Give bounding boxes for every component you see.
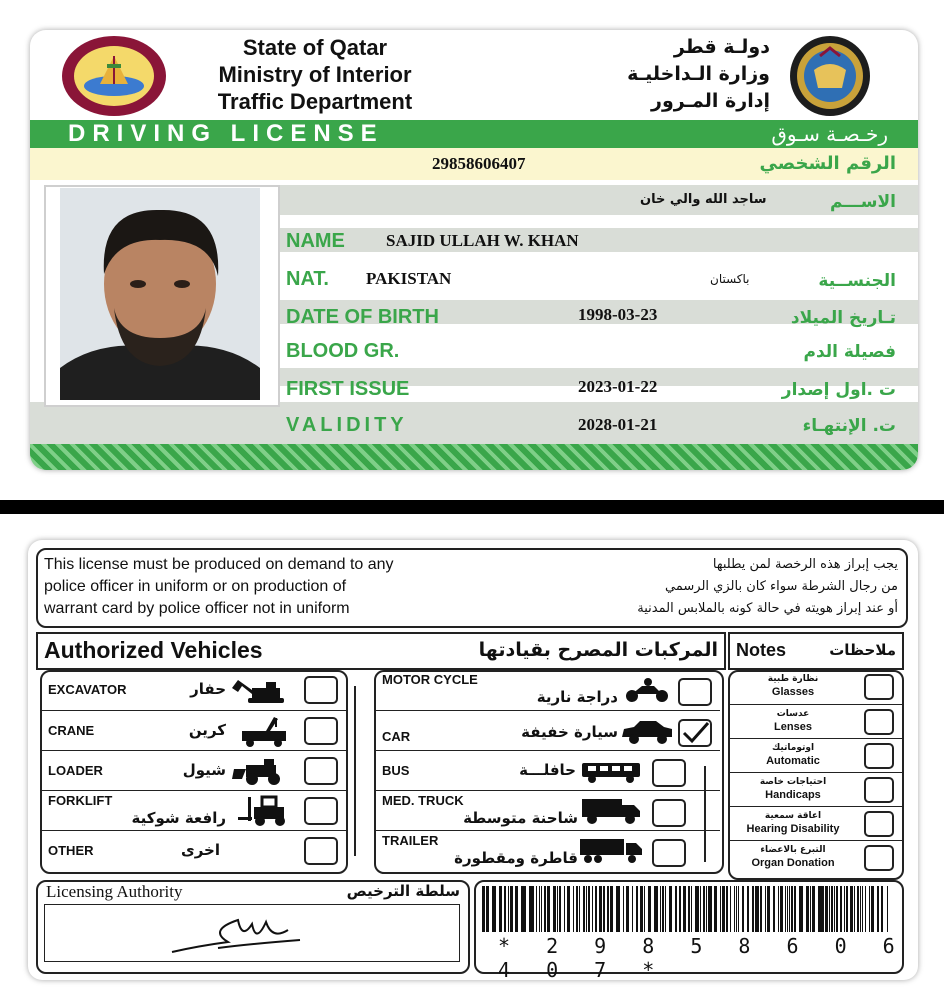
first-issue-value: 2023-01-22 <box>578 377 658 396</box>
barcode-bar <box>583 886 585 932</box>
barcode-bar <box>720 886 721 932</box>
barcode-bar <box>780 886 783 932</box>
validity-value: 2028-01-21 <box>578 415 658 434</box>
note-row-handicaps <box>728 772 904 807</box>
vehicle-label-en: MOTOR CYCLE <box>382 672 478 687</box>
barcode-bar <box>710 886 712 932</box>
row-stripe <box>278 185 918 215</box>
vehicle-label-ar: شاحنة متوسطة <box>463 809 578 827</box>
note-checkbox-glasses[interactable] <box>864 674 894 700</box>
barcode-bar <box>599 886 602 932</box>
vehicle-label-ar: شيول <box>182 761 226 779</box>
barcode-bar <box>860 886 861 932</box>
note-label-en: Hearing Disability <box>746 823 840 835</box>
vehicle-checkbox-car[interactable] <box>678 719 712 747</box>
barcode-bar <box>557 886 558 932</box>
barcode-bar <box>632 886 633 932</box>
vehicle-row-crane <box>40 710 348 751</box>
note-row-organ-donation <box>728 840 904 875</box>
barcode-bar <box>619 886 620 932</box>
barcode-number: * 2 9 8 5 8 6 0 6 4 0 7 * <box>498 934 907 982</box>
barcode-bar <box>697 886 699 932</box>
vehicle-checkbox-med-truck[interactable] <box>652 799 686 827</box>
barcode-bar <box>564 886 565 932</box>
bottom-pattern-band <box>30 444 918 470</box>
barcode-bar <box>521 886 522 932</box>
road-vehicle-list <box>374 670 720 870</box>
barcode-bar <box>616 886 619 932</box>
note-checkbox-handicaps[interactable] <box>864 777 894 803</box>
barcode-bar <box>559 886 561 932</box>
barcode-bar <box>531 886 534 932</box>
note-row-automatic <box>728 738 904 773</box>
barcode-bar <box>679 886 681 932</box>
header-state-en: State of Qatar <box>242 35 388 60</box>
note-checkbox-hearing[interactable] <box>864 811 894 837</box>
dob-label: DATE OF BIRTH <box>286 306 439 328</box>
license-back-card <box>28 540 918 980</box>
barcode-bar <box>504 886 506 932</box>
barcode-image <box>482 886 892 932</box>
barcode-bar <box>495 886 496 932</box>
barcode-bar <box>850 886 853 932</box>
header-department-en: Traffic Department <box>217 89 413 114</box>
barcode-bar <box>714 886 717 932</box>
barcode-bar <box>836 886 838 932</box>
barcode-bar <box>726 886 727 932</box>
barcode-bar <box>669 886 672 932</box>
vehicle-row-excavator <box>40 670 348 710</box>
barcode-bar <box>691 886 692 932</box>
barcode-bar <box>742 886 744 932</box>
barcode-bar <box>568 886 570 932</box>
barcode-bar <box>688 886 690 932</box>
barcode-bar <box>573 886 574 932</box>
barcode-bar <box>734 886 735 932</box>
heavy-bracket <box>704 766 706 862</box>
barcode-bar <box>865 886 866 932</box>
barcode-bar <box>683 886 686 932</box>
note-label-en: Lenses <box>774 721 812 733</box>
barcode-bar <box>820 886 821 932</box>
barcode-bar <box>857 886 859 932</box>
barcode-bar <box>773 886 775 932</box>
vehicle-label-ar: سيارة خفيفة <box>521 723 618 741</box>
vehicle-label-en: FORKLIFT <box>48 793 113 808</box>
vehicle-row-trailer <box>374 830 720 871</box>
barcode-bar <box>722 886 724 932</box>
licensing-authority-ar: سلطة الترخيص <box>346 882 460 900</box>
truck-icon <box>580 797 642 825</box>
barcode-bar <box>655 886 658 932</box>
vehicle-checkbox-forklift[interactable] <box>304 797 338 825</box>
left-vehicle-list <box>40 670 348 870</box>
barcode-bar <box>508 886 509 932</box>
barcode-bar <box>765 886 766 932</box>
barcode-bar <box>654 886 655 932</box>
vehicle-checkbox-other[interactable] <box>304 837 338 865</box>
barcode-bar <box>812 886 815 932</box>
vehicle-row-other <box>40 830 348 871</box>
note-checkbox-automatic[interactable] <box>864 743 894 769</box>
note-label-ar: احتياجات خاصة <box>759 777 827 787</box>
vehicle-label-ar: حافلـــة <box>519 761 576 779</box>
barcode-bar <box>831 886 833 932</box>
barcode-bar <box>604 886 605 932</box>
barcode-bar <box>736 886 737 932</box>
vehicle-label-en: CRANE <box>48 723 95 738</box>
barcode-bar <box>529 886 530 932</box>
first-issue-label: FIRST ISSUE <box>286 378 410 400</box>
barcode-bar <box>695 886 697 932</box>
barcode-bar <box>644 886 645 932</box>
barcode-bar <box>760 886 762 932</box>
validity-label-ar: ت. الإنتهـاء <box>802 416 896 436</box>
row-stripe <box>278 228 918 252</box>
authorized-vehicles-en: Authorized Vehicles <box>44 637 263 663</box>
barcode-bar <box>530 886 531 932</box>
barcode-bar <box>821 886 824 932</box>
note-label-en: Handicaps <box>765 789 821 801</box>
vehicle-label-en: BUS <box>382 763 410 778</box>
vehicle-label-en: LOADER <box>48 763 103 778</box>
barcode-bar <box>649 886 651 932</box>
vehicle-label-en: TRAILER <box>382 833 439 848</box>
barcode-bar <box>588 886 590 932</box>
barcode-bar <box>825 886 828 932</box>
barcode-bar <box>755 886 756 932</box>
barcode-bar <box>623 886 624 932</box>
notice-line-ar: أو عند إبراز هويته في حالة كونه بالملابس المدنية <box>637 601 898 616</box>
licensing-authority-en: Licensing Authority <box>46 882 183 901</box>
barcode-bar <box>767 886 770 932</box>
header-ministry-ar: وزارة الـداخليـة <box>627 63 770 85</box>
barcode-bar <box>789 886 790 932</box>
vehicle-row-bus <box>374 750 720 791</box>
vehicle-label-en: MED. TRUCK <box>382 793 464 808</box>
barcode-bar <box>787 886 788 932</box>
barcode-bar <box>738 886 739 932</box>
barcode-bar <box>648 886 649 932</box>
barcode-bar <box>810 886 811 932</box>
barcode-bar <box>662 886 664 932</box>
barcode-bar <box>871 886 874 932</box>
barcode-bar <box>727 886 728 932</box>
note-label-en: Automatic <box>766 755 820 767</box>
barcode-bar <box>510 886 513 932</box>
blood-group-label: BLOOD GR. <box>286 340 400 362</box>
barcode-bar <box>794 886 796 932</box>
validity-label: VALIDITY <box>286 414 408 436</box>
panel-bracket <box>354 686 356 856</box>
checkmark-icon <box>680 721 710 745</box>
barcode-bar <box>748 886 749 932</box>
note-row-lenses <box>728 704 904 739</box>
barcode-bar <box>486 886 487 932</box>
vehicle-row-med-truck <box>374 790 720 831</box>
barcode-bar <box>846 886 848 932</box>
barcode-bar <box>567 886 568 932</box>
barcode-bar <box>854 886 855 932</box>
barcode-bar <box>487 886 489 932</box>
notes-label-en: Notes <box>736 640 787 660</box>
barcode-bar <box>834 886 835 932</box>
barcode-bar <box>799 886 802 932</box>
note-label-ar: اعاقة سمعية <box>764 811 822 821</box>
notes-label-ar: ملاحظات <box>829 641 896 659</box>
barcode-bar <box>706 886 707 932</box>
vehicle-label-ar: رافعة شوكية <box>131 809 226 827</box>
vehicle-checkbox-bus[interactable] <box>652 759 686 787</box>
barcode-bar <box>592 886 593 932</box>
barcode-bar <box>791 886 793 932</box>
note-row-glasses <box>728 670 904 704</box>
barcode-bar <box>603 886 604 932</box>
notice-line-ar: يجب إبراز هذه الرخصة لمن يطلبها <box>712 557 898 572</box>
vehicle-checkbox-trailer[interactable] <box>652 839 686 867</box>
name-ar-value: ساجد الله والي خان <box>640 192 767 207</box>
note-checkbox-lenses[interactable] <box>864 709 894 735</box>
note-checkbox-organ-donation[interactable] <box>864 845 894 871</box>
gcc-emblem-logo <box>784 34 876 118</box>
barcode-bar <box>636 886 638 932</box>
barcode-bar <box>806 886 809 932</box>
name-value: SAJID ULLAH W. KHAN <box>386 231 579 250</box>
barcode-bar <box>862 886 863 932</box>
barcode-bar <box>595 886 597 932</box>
barcode-bar <box>660 886 661 932</box>
blood-group-label-ar: فصيلة الدم <box>803 342 896 362</box>
vehicle-label-ar: دراجة نارية <box>536 688 618 706</box>
note-row-hearing <box>728 806 904 841</box>
dob-label-ar: تـاريخ الميلاد <box>790 308 896 328</box>
vehicle-row-car <box>374 710 720 751</box>
holder-photo <box>60 188 260 400</box>
license-front-card <box>30 30 918 470</box>
barcode-bar <box>887 886 888 932</box>
personal-number-value: 29858606407 <box>432 154 526 173</box>
barcode-bar <box>499 886 502 932</box>
car-icon <box>620 719 674 745</box>
vehicle-checkbox-loader[interactable] <box>304 757 338 785</box>
nationality-label-ar: الجنســية <box>818 271 896 291</box>
note-label-en: Organ Donation <box>751 857 835 869</box>
bus-icon <box>580 761 642 783</box>
nationality-value-ar: باكستان <box>710 272 750 286</box>
barcode-bar <box>553 886 556 932</box>
barcode-bar <box>586 886 587 932</box>
barcode-bar <box>778 886 779 932</box>
barcode-bar <box>525 886 526 932</box>
barcode-bar <box>869 886 870 932</box>
barcode-bar <box>536 886 537 932</box>
barcode-bar <box>579 886 580 932</box>
notice-line-en: warrant card by police officer not in uniform <box>44 600 350 617</box>
signature-image <box>168 910 308 960</box>
nationality-value: PAKISTAN <box>366 269 452 288</box>
qatar-emblem-logo <box>60 34 168 118</box>
barcode-bar <box>626 886 629 932</box>
authorized-vehicles-ar: المركبات المصرح بقيادتها <box>478 639 718 661</box>
barcode-bar <box>675 886 677 932</box>
vehicle-row-motorcycle <box>374 670 720 710</box>
motorcycle-icon <box>624 678 670 704</box>
barcode-bar <box>547 886 550 932</box>
note-label-en: Glasses <box>771 686 815 698</box>
vehicle-label-ar: اخرى <box>180 841 220 859</box>
barcode-bar <box>730 886 731 932</box>
crane-icon <box>236 715 294 747</box>
notice-line-ar: من رجال الشرطة سواء كان بالزي الرسمي <box>665 579 898 594</box>
vehicle-label-ar: قاطرة ومقطورة <box>454 849 578 867</box>
vehicle-label-en: EXCAVATOR <box>48 682 127 697</box>
vehicle-checkbox-crane[interactable] <box>304 717 338 745</box>
barcode-bar <box>840 886 842 932</box>
name-label-ar: الاســـم <box>830 192 896 212</box>
header-ministry-en: Ministry of Interior <box>218 62 412 87</box>
title-driving-license-en: DRIVING LICENSE <box>68 120 384 147</box>
barcode-bar <box>747 886 748 932</box>
vehicle-label-en: CAR <box>382 729 411 744</box>
note-label-ar: اوتوماتيك <box>771 743 815 753</box>
personal-number-label-ar: الرقم الشخصي <box>759 153 896 174</box>
note-label-ar: عدسات <box>776 709 810 719</box>
note-label-ar: التبرع بالاعضاء <box>760 845 826 855</box>
barcode-bar <box>785 886 786 932</box>
notice-line-en: This license must be produced on demand to any <box>44 556 394 573</box>
barcode-bar <box>703 886 705 932</box>
vehicle-label-ar: حفار <box>190 680 226 698</box>
header-department-ar: إدارة المـرور <box>651 90 770 112</box>
forklift-icon <box>236 795 294 827</box>
vehicle-label-en: OTHER <box>48 843 94 858</box>
notice-line-en: police officer in uniform or on production of <box>44 578 347 595</box>
barcode-bar <box>844 886 845 932</box>
barcode-bar <box>881 886 883 932</box>
card-divider <box>0 500 944 514</box>
vehicle-label-ar: كرين <box>188 721 226 739</box>
barcode-bar <box>610 886 613 932</box>
barcode-bar <box>700 886 701 932</box>
trailer-icon <box>578 837 644 865</box>
header-state-ar: دولـة قطر <box>673 36 770 58</box>
name-label: NAME <box>286 230 345 252</box>
barcode-bar <box>818 886 820 932</box>
barcode-bar <box>877 886 879 932</box>
barcode-bar <box>607 886 609 932</box>
vehicle-checkbox-excavator[interactable] <box>304 676 338 704</box>
barcode-bar <box>756 886 759 932</box>
vehicle-checkbox-motorcycle[interactable] <box>678 678 712 706</box>
barcode-bar <box>802 886 803 932</box>
first-issue-label-ar: ت .اول إصدار <box>781 380 896 400</box>
barcode-bar <box>576 886 578 932</box>
note-label-ar: نظارة طبية <box>767 674 819 684</box>
barcode-bar <box>829 886 830 932</box>
barcode-bar <box>492 886 495 932</box>
barcode-bar <box>539 886 540 932</box>
vehicle-row-loader <box>40 750 348 791</box>
barcode-bar <box>515 886 518 932</box>
dob-value: 1998-03-23 <box>578 305 658 324</box>
barcode-bar <box>752 886 754 932</box>
barcode-bar <box>482 886 485 932</box>
notes-list <box>728 670 904 876</box>
barcode-bar <box>640 886 643 932</box>
barcode-bar <box>544 886 546 932</box>
title-driving-license-ar: رخـصـة سـوق <box>771 122 888 146</box>
nationality-label: NAT. <box>286 268 329 290</box>
loader-icon <box>230 757 294 785</box>
vehicle-row-forklift <box>40 790 348 831</box>
barcode-bar <box>541 886 542 932</box>
barcode-bar <box>665 886 666 932</box>
excavator-icon <box>230 676 292 704</box>
barcode-bar <box>522 886 525 932</box>
validity-stripe <box>30 402 918 444</box>
